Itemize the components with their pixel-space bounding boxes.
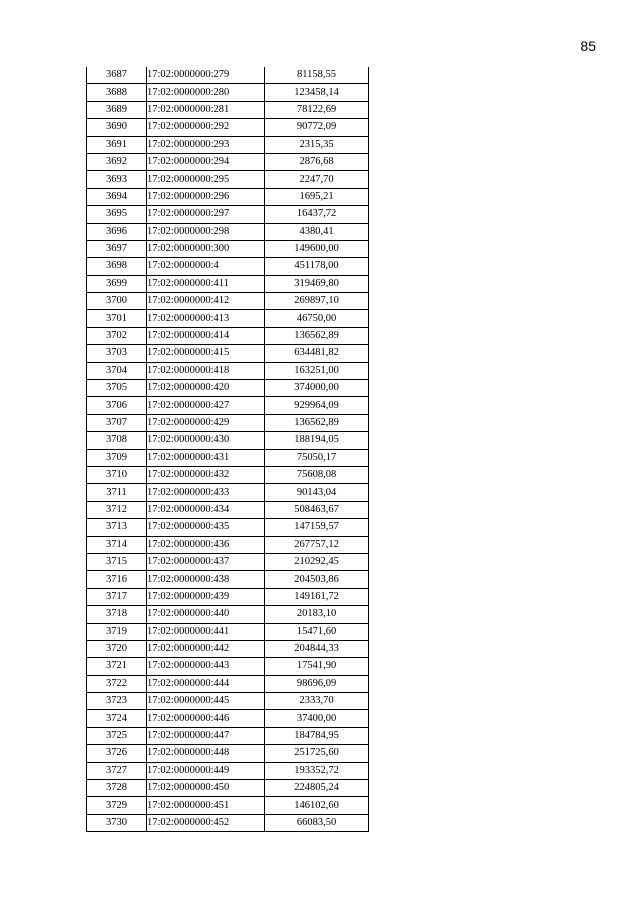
cadastral-value-cell: 81158,55 bbox=[265, 67, 369, 84]
table-row bbox=[87, 327, 369, 344]
table-row bbox=[87, 466, 369, 483]
table-row bbox=[87, 536, 369, 553]
cadastral-value-cell: 146102,60 bbox=[265, 797, 369, 814]
row-number-cell: 3695 bbox=[87, 206, 147, 223]
row-number-cell: 3727 bbox=[87, 762, 147, 779]
table-row bbox=[87, 84, 369, 101]
cadastral-value-cell: 66083,50 bbox=[265, 814, 369, 831]
table-row bbox=[87, 380, 369, 397]
row-number-cell: 3694 bbox=[87, 188, 147, 205]
row-number-cell: 3729 bbox=[87, 797, 147, 814]
cadastral-value-cell: 204844,33 bbox=[265, 640, 369, 657]
cadastral-value-cell: 267757,12 bbox=[265, 536, 369, 553]
row-number-cell: 3730 bbox=[87, 814, 147, 831]
cadastral-value-cell: 374000,00 bbox=[265, 380, 369, 397]
table-row bbox=[87, 675, 369, 692]
cadastral-number-cell: 17:02:0000000:450 bbox=[147, 780, 265, 797]
cadastral-number-cell: 17:02:0000000:435 bbox=[147, 519, 265, 536]
table-row bbox=[87, 762, 369, 779]
cadastral-number-cell: 17:02:0000000:439 bbox=[147, 588, 265, 605]
row-number-cell: 3710 bbox=[87, 466, 147, 483]
cadastral-value-cell: 634481,82 bbox=[265, 345, 369, 362]
table-row bbox=[87, 119, 369, 136]
cadastral-value-cell: 210292,45 bbox=[265, 553, 369, 570]
row-number-cell: 3708 bbox=[87, 432, 147, 449]
table-row bbox=[87, 571, 369, 588]
table-row bbox=[87, 640, 369, 657]
cadastral-number-cell: 17:02:0000000:440 bbox=[147, 606, 265, 623]
cadastral-number-cell: 17:02:0000000:452 bbox=[147, 814, 265, 831]
cadastral-number-cell: 17:02:0000000:300 bbox=[147, 240, 265, 257]
table-row bbox=[87, 345, 369, 362]
cadastral-number-cell: 17:02:0000000:447 bbox=[147, 727, 265, 744]
table-row bbox=[87, 101, 369, 118]
cadastral-value-cell: 20183,10 bbox=[265, 606, 369, 623]
table-row bbox=[87, 310, 369, 327]
cadastral-number-cell: 17:02:0000000:443 bbox=[147, 658, 265, 675]
row-number-cell: 3709 bbox=[87, 449, 147, 466]
cadastral-number-cell: 17:02:0000000:4 bbox=[147, 258, 265, 275]
row-number-cell: 3720 bbox=[87, 640, 147, 657]
table-row bbox=[87, 258, 369, 275]
cadastral-value-cell: 224805,24 bbox=[265, 780, 369, 797]
table-row bbox=[87, 484, 369, 501]
row-number-cell: 3687 bbox=[87, 67, 147, 84]
cadastral-value-cell: 149600,00 bbox=[265, 240, 369, 257]
cadastral-value-cell: 78122,69 bbox=[265, 101, 369, 118]
row-number-cell: 3726 bbox=[87, 745, 147, 762]
cadastral-value-cell: 37400,00 bbox=[265, 710, 369, 727]
cadastral-number-cell: 17:02:0000000:279 bbox=[147, 67, 265, 84]
cadastral-number-cell: 17:02:0000000:441 bbox=[147, 623, 265, 640]
row-number-cell: 3705 bbox=[87, 380, 147, 397]
cadastral-number-cell: 17:02:0000000:295 bbox=[147, 171, 265, 188]
cadastral-value-cell: 184784,95 bbox=[265, 727, 369, 744]
cadastral-value-cell: 188194,05 bbox=[265, 432, 369, 449]
cadastral-value-cell: 16437,72 bbox=[265, 206, 369, 223]
table-row bbox=[87, 432, 369, 449]
table-row bbox=[87, 710, 369, 727]
row-number-cell: 3715 bbox=[87, 553, 147, 570]
table-row bbox=[87, 501, 369, 518]
table-row bbox=[87, 293, 369, 310]
table-row bbox=[87, 414, 369, 431]
cadastral-value-cell: 17541,90 bbox=[265, 658, 369, 675]
cadastral-value-cell: 15471,60 bbox=[265, 623, 369, 640]
cadastral-value-table bbox=[86, 67, 369, 832]
cadastral-value-cell: 90772,09 bbox=[265, 119, 369, 136]
cadastral-value-cell: 4380,41 bbox=[265, 223, 369, 240]
row-number-cell: 3701 bbox=[87, 310, 147, 327]
cadastral-value-cell: 508463,67 bbox=[265, 501, 369, 518]
row-number-cell: 3688 bbox=[87, 84, 147, 101]
cadastral-value-cell: 147159,57 bbox=[265, 519, 369, 536]
cadastral-number-cell: 17:02:0000000:445 bbox=[147, 693, 265, 710]
row-number-cell: 3712 bbox=[87, 501, 147, 518]
cadastral-value-cell: 319469,80 bbox=[265, 275, 369, 292]
cadastral-value-cell: 929964,09 bbox=[265, 397, 369, 414]
row-number-cell: 3706 bbox=[87, 397, 147, 414]
cadastral-number-cell: 17:02:0000000:297 bbox=[147, 206, 265, 223]
table-row bbox=[87, 397, 369, 414]
table-row bbox=[87, 588, 369, 605]
table-row bbox=[87, 553, 369, 570]
row-number-cell: 3714 bbox=[87, 536, 147, 553]
cadastral-number-cell: 17:02:0000000:436 bbox=[147, 536, 265, 553]
table-row bbox=[87, 188, 369, 205]
table-row bbox=[87, 745, 369, 762]
table-row bbox=[87, 67, 369, 84]
table-row bbox=[87, 206, 369, 223]
table-row bbox=[87, 223, 369, 240]
cadastral-number-cell: 17:02:0000000:418 bbox=[147, 362, 265, 379]
cadastral-number-cell: 17:02:0000000:430 bbox=[147, 432, 265, 449]
cadastral-number-cell: 17:02:0000000:293 bbox=[147, 136, 265, 153]
row-number-cell: 3689 bbox=[87, 101, 147, 118]
cadastral-number-cell: 17:02:0000000:451 bbox=[147, 797, 265, 814]
cadastral-number-cell: 17:02:0000000:280 bbox=[147, 84, 265, 101]
row-number-cell: 3707 bbox=[87, 414, 147, 431]
row-number-cell: 3723 bbox=[87, 693, 147, 710]
cadastral-value-cell: 75050,17 bbox=[265, 449, 369, 466]
page-number: 85 bbox=[580, 38, 596, 54]
cadastral-value-cell: 2315,35 bbox=[265, 136, 369, 153]
cadastral-value-cell: 136562,89 bbox=[265, 327, 369, 344]
cadastral-value-cell: 163251,00 bbox=[265, 362, 369, 379]
table-body bbox=[87, 67, 369, 832]
cadastral-number-cell: 17:02:0000000:414 bbox=[147, 327, 265, 344]
cadastral-number-cell: 17:02:0000000:411 bbox=[147, 275, 265, 292]
cadastral-number-cell: 17:02:0000000:442 bbox=[147, 640, 265, 657]
row-number-cell: 3722 bbox=[87, 675, 147, 692]
cadastral-number-cell: 17:02:0000000:449 bbox=[147, 762, 265, 779]
table-row bbox=[87, 693, 369, 710]
cadastral-number-cell: 17:02:0000000:413 bbox=[147, 310, 265, 327]
cadastral-value-cell: 204503,86 bbox=[265, 571, 369, 588]
cadastral-value-cell: 123458,14 bbox=[265, 84, 369, 101]
table-row bbox=[87, 362, 369, 379]
table-row bbox=[87, 658, 369, 675]
cadastral-number-cell: 17:02:0000000:433 bbox=[147, 484, 265, 501]
cadastral-number-cell: 17:02:0000000:294 bbox=[147, 153, 265, 170]
row-number-cell: 3718 bbox=[87, 606, 147, 623]
table-row bbox=[87, 780, 369, 797]
cadastral-value-cell: 2876,68 bbox=[265, 153, 369, 170]
row-number-cell: 3696 bbox=[87, 223, 147, 240]
table-row bbox=[87, 814, 369, 831]
cadastral-number-cell: 17:02:0000000:292 bbox=[147, 119, 265, 136]
row-number-cell: 3721 bbox=[87, 658, 147, 675]
row-number-cell: 3700 bbox=[87, 293, 147, 310]
row-number-cell: 3719 bbox=[87, 623, 147, 640]
table-row bbox=[87, 797, 369, 814]
cadastral-number-cell: 17:02:0000000:415 bbox=[147, 345, 265, 362]
cadastral-number-cell: 17:02:0000000:432 bbox=[147, 466, 265, 483]
row-number-cell: 3713 bbox=[87, 519, 147, 536]
row-number-cell: 3699 bbox=[87, 275, 147, 292]
cadastral-value-cell: 136562,89 bbox=[265, 414, 369, 431]
cadastral-number-cell: 17:02:0000000:438 bbox=[147, 571, 265, 588]
cadastral-value-cell: 90143,04 bbox=[265, 484, 369, 501]
row-number-cell: 3703 bbox=[87, 345, 147, 362]
cadastral-value-cell: 451178,00 bbox=[265, 258, 369, 275]
row-number-cell: 3716 bbox=[87, 571, 147, 588]
row-number-cell: 3691 bbox=[87, 136, 147, 153]
cadastral-number-cell: 17:02:0000000:437 bbox=[147, 553, 265, 570]
table-row bbox=[87, 606, 369, 623]
row-number-cell: 3690 bbox=[87, 119, 147, 136]
row-number-cell: 3697 bbox=[87, 240, 147, 257]
cadastral-number-cell: 17:02:0000000:298 bbox=[147, 223, 265, 240]
cadastral-number-cell: 17:02:0000000:429 bbox=[147, 414, 265, 431]
cadastral-value-cell: 2247,70 bbox=[265, 171, 369, 188]
cadastral-number-cell: 17:02:0000000:412 bbox=[147, 293, 265, 310]
cadastral-number-cell: 17:02:0000000:448 bbox=[147, 745, 265, 762]
row-number-cell: 3728 bbox=[87, 780, 147, 797]
table-row bbox=[87, 136, 369, 153]
table-row bbox=[87, 623, 369, 640]
table-row bbox=[87, 727, 369, 744]
row-number-cell: 3711 bbox=[87, 484, 147, 501]
row-number-cell: 3692 bbox=[87, 153, 147, 170]
row-number-cell: 3704 bbox=[87, 362, 147, 379]
row-number-cell: 3693 bbox=[87, 171, 147, 188]
table-row bbox=[87, 153, 369, 170]
row-number-cell: 3724 bbox=[87, 710, 147, 727]
cadastral-number-cell: 17:02:0000000:427 bbox=[147, 397, 265, 414]
cadastral-number-cell: 17:02:0000000:431 bbox=[147, 449, 265, 466]
table-row bbox=[87, 519, 369, 536]
row-number-cell: 3698 bbox=[87, 258, 147, 275]
cadastral-value-cell: 251725,60 bbox=[265, 745, 369, 762]
cadastral-number-cell: 17:02:0000000:446 bbox=[147, 710, 265, 727]
cadastral-value-cell: 98696,09 bbox=[265, 675, 369, 692]
cadastral-value-cell: 269897,10 bbox=[265, 293, 369, 310]
cadastral-value-cell: 1695,21 bbox=[265, 188, 369, 205]
row-number-cell: 3725 bbox=[87, 727, 147, 744]
row-number-cell: 3702 bbox=[87, 327, 147, 344]
table-row bbox=[87, 275, 369, 292]
cadastral-value-cell: 75608,08 bbox=[265, 466, 369, 483]
table-row bbox=[87, 171, 369, 188]
cadastral-number-cell: 17:02:0000000:296 bbox=[147, 188, 265, 205]
table-row bbox=[87, 449, 369, 466]
cadastral-number-cell: 17:02:0000000:281 bbox=[147, 101, 265, 118]
cadastral-number-cell: 17:02:0000000:420 bbox=[147, 380, 265, 397]
cadastral-value-cell: 46750,00 bbox=[265, 310, 369, 327]
cadastral-value-cell: 149161,72 bbox=[265, 588, 369, 605]
cadastral-value-cell: 2333,70 bbox=[265, 693, 369, 710]
row-number-cell: 3717 bbox=[87, 588, 147, 605]
cadastral-number-cell: 17:02:0000000:434 bbox=[147, 501, 265, 518]
cadastral-value-cell: 193352,72 bbox=[265, 762, 369, 779]
table-row bbox=[87, 240, 369, 257]
cadastral-number-cell: 17:02:0000000:444 bbox=[147, 675, 265, 692]
